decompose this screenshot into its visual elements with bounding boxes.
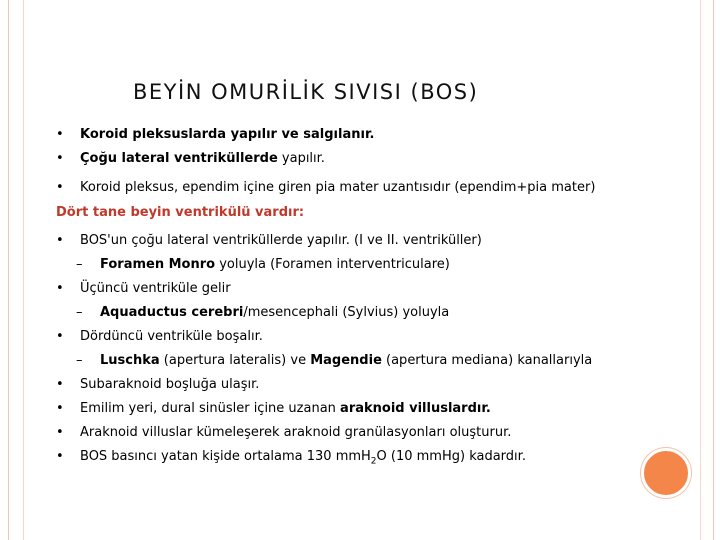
text-run: Emilim yeri, dural sinüsler içine uzanan	[80, 401, 341, 416]
bullet-marker: •	[56, 377, 64, 392]
item-text	[80, 401, 491, 416]
text-run: Çoğu lateral ventriküllerde	[80, 151, 278, 166]
bullet-marker: •	[56, 151, 64, 166]
item-text	[80, 449, 526, 467]
dash-marker: –	[76, 305, 83, 320]
text-run: O (10 mmHg) kadardır.	[376, 449, 526, 464]
text-run: Koroid pleksus, ependim içine giren pia mater uzantısıdır (ependim+pia mater)	[80, 180, 596, 195]
heading-text	[56, 205, 304, 220]
item-text	[80, 329, 263, 344]
text-run: Koroid pleksuslarda yapılır ve salgılanır.	[80, 127, 375, 142]
item-text	[80, 151, 325, 166]
text-run: Aquaductus cerebri	[100, 305, 244, 320]
text-run: Luschka	[100, 353, 160, 368]
text-run: Araknoid villuslar kümeleşerek araknoid granülasyonları oluşturur.	[80, 425, 512, 440]
item-text	[80, 233, 482, 248]
item-text	[100, 257, 450, 272]
bullet-marker: •	[56, 401, 64, 416]
text-run: araknoid villuslardır.	[340, 401, 491, 416]
item-text	[80, 425, 511, 440]
item-text	[80, 180, 595, 195]
dash-marker: –	[76, 257, 83, 272]
text-run: Dört tane beyin ventrikülü vardır:	[56, 205, 305, 220]
text-run: Dördüncü ventriküle boşalır.	[80, 329, 263, 344]
dash-marker: –	[76, 353, 83, 368]
item-text	[80, 281, 231, 296]
item-text	[100, 353, 592, 368]
text-run: (apertura lateralis) ve	[159, 353, 311, 368]
text-run: BOS basıncı yatan kişide ortalama 130 mmH	[80, 449, 371, 464]
text-run: (apertura mediana) kanallarıyla	[381, 353, 593, 368]
bullet-marker: •	[56, 329, 64, 344]
text-run: Foramen Monro	[100, 257, 216, 272]
text-run: /mesencephali (Sylvius) yoluyla	[243, 305, 450, 320]
slide-title: BEYİN OMURİLİK SIVISI (BOS)	[133, 80, 479, 104]
item-text	[80, 127, 374, 142]
text-run: 2	[370, 456, 377, 467]
bullet-marker: •	[56, 449, 64, 464]
item-text	[80, 377, 259, 392]
text-run: yoluyla (Foramen interventriculare)	[215, 257, 450, 272]
bullet-marker: •	[56, 281, 64, 296]
item-text	[100, 305, 449, 320]
text-run: yapılır.	[277, 151, 325, 166]
bullet-marker: •	[56, 233, 64, 248]
text-run: Üçüncü ventriküle gelir	[80, 281, 231, 296]
bullet-marker: •	[56, 180, 64, 195]
decorative-circle	[641, 448, 691, 498]
text-run: BOS'un çoğu lateral ventriküllerde yapılır. (I ve II. ventriküller)	[80, 233, 482, 248]
bullet-marker: •	[56, 127, 64, 142]
text-run: Subaraknoid boşluğa ulaşır.	[80, 377, 260, 392]
text-run: Magendie	[310, 353, 382, 368]
bullet-marker: •	[56, 425, 64, 440]
